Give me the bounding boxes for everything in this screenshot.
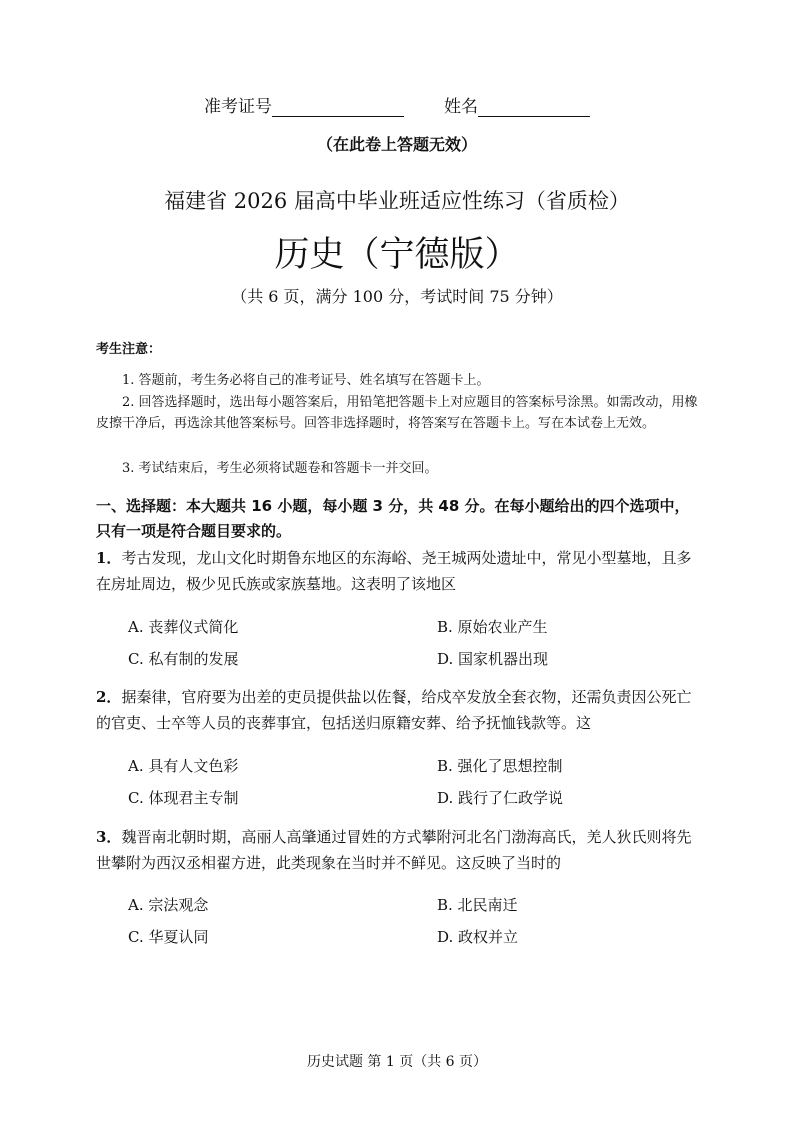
notice-item-2: 2. 回答选择题时，选出每小题答案后，用铅笔把答题卡上对应题目的答案标号涂黑。如需改动，用橡皮擦干净后，再选涂其他答案标号。回答非选择题时，将答案写在答题卡上。写在本试卷上无效。 xyxy=(96,395,698,431)
invalid-note: （在此卷上答题无效） xyxy=(316,135,477,154)
exam-title: 福建省 2026 届高中毕业班适应性练习（省质检） xyxy=(164,189,630,213)
section-heading: 一、选择题：本大题共 16 小题，每小题 3 分，共 48 分。在每小题给出的四个选项中，只有一项是符合题目要求的。 xyxy=(96,497,690,540)
question-3-option-b: B. 北民南迁 xyxy=(437,896,518,914)
question-2-option-c: C. 体现君主专制 xyxy=(128,789,239,807)
question-3-option-c: C. 华夏认同 xyxy=(128,928,209,946)
name-blank xyxy=(478,98,590,117)
exam-subtitle: （共 6 页，满分 100 分，考试时间 75 分钟） xyxy=(231,287,563,306)
question-2-option-a: A. 具有人文色彩 xyxy=(128,757,239,775)
question-2-stem xyxy=(96,684,700,736)
candidate-info-line xyxy=(0,92,794,117)
question-number: 2． xyxy=(96,688,122,706)
question-text: 据秦律，官府要为出差的吏员提供盐以佐餐，给戍卒发放全套衣物，还需负责因公死亡的官吏、士卒等人员的丧葬事宜，包括送归原籍安葬、给予抚恤钱款等。这 xyxy=(96,688,692,732)
notice-item-3: 3. 考试结束后，考生必须将试题卷和答题卡一并交回。 xyxy=(122,461,438,476)
question-1-stem xyxy=(96,545,700,597)
question-text: 魏晋南北朝时期，高丽人高肇通过冒姓的方式攀附河北名门渤海高氏，羌人狄氏则将先世攀附为西汉丞相翟方进，此类现象在当时并不鲜见。这反映了当时的 xyxy=(96,828,692,872)
question-3-stem xyxy=(96,824,700,876)
question-text: 考古发现，龙山文化时期鲁东地区的东海峪、尧王城两处遗址中，常见小型墓地，且多在房址周边，极少见氏族或家族墓地。这表明了该地区 xyxy=(96,549,692,593)
question-2-option-b: B. 强化了思想控制 xyxy=(437,757,563,775)
question-3-option-a: A. 宗法观念 xyxy=(128,896,209,914)
notice-item-1: 1. 答题前，考生务必将自己的准考证号、姓名填写在答题卡上。 xyxy=(122,373,490,388)
question-1-option-a: A. 丧葬仪式简化 xyxy=(128,618,239,636)
subject-title: 历史（宁德版） xyxy=(274,235,520,275)
question-1-option-c: C. 私有制的发展 xyxy=(128,650,239,668)
question-2-option-d: D. 践行了仁政学说 xyxy=(437,789,564,807)
question-1-option-b: B. 原始农业产生 xyxy=(437,618,548,636)
question-number: 1． xyxy=(96,549,122,567)
question-1-option-d: D. 国家机器出现 xyxy=(437,650,549,668)
page-footer: 历史试题 第 1 页（共 6 页） xyxy=(306,1054,488,1070)
exam-id-blank xyxy=(272,98,404,117)
name-label: 姓名 xyxy=(444,97,478,117)
notice-heading: 考生注意： xyxy=(96,342,162,357)
question-3-option-d: D. 政权并立 xyxy=(437,928,519,946)
question-number: 3． xyxy=(96,828,122,846)
exam-id-label: 准考证号 xyxy=(204,97,272,117)
